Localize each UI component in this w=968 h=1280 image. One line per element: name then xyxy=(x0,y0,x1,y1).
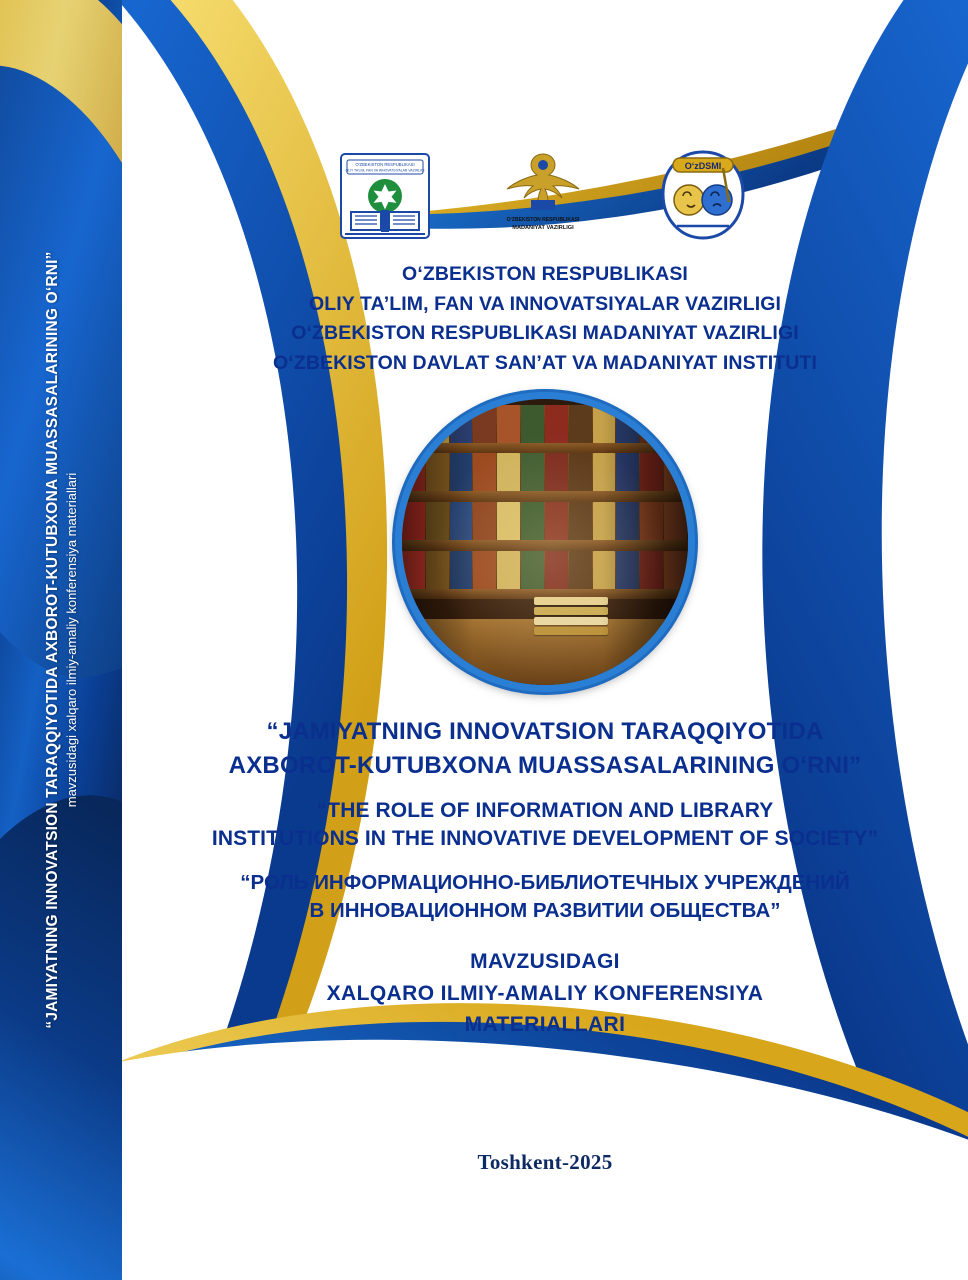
issuing-organizations xyxy=(122,260,968,379)
subtitle-line-2: XALQARO ILMIY-AMALIY KONFERENSIYA xyxy=(326,981,764,1005)
ministry-of-culture-emblem xyxy=(493,148,593,234)
emblem-row xyxy=(122,148,968,244)
cover-front-panel xyxy=(122,0,968,1280)
cover-content xyxy=(122,0,968,1280)
organization-line-3: O‘ZBEKISTON RESPUBLIKASI MADANIYAT VAZIRLIGI xyxy=(291,322,799,345)
photo-vignette xyxy=(402,399,688,685)
library-photo-frame xyxy=(395,392,695,692)
title-en-line-1: “THE ROLE OF INFORMATION AND LIBRARY xyxy=(316,799,774,823)
title-en-line-2: INSTITUTIONS IN THE INNOVATIVE DEVELOPMENT OF SOCIETY” xyxy=(211,827,879,851)
ministry-of-higher-education-emblem xyxy=(337,148,433,244)
organization-line-1: O‘ZBEKISTON RESPUBLIKASI xyxy=(402,263,688,285)
title-ru-line-1: “РОЛЬ ИНФОРМАЦИОННО-БИБЛИОТЕЧНЫХ УЧРЕЖДЕНИЙ xyxy=(240,871,850,895)
spine-text-block xyxy=(0,0,122,1280)
title-uz-line-2: AXBOROT-KUTUBXONA MUASSASALARINING O‘RNI” xyxy=(228,752,862,780)
culture-ministry-emblem-icon xyxy=(493,148,593,234)
subtitle-line-1: MAVZUSIDAGI xyxy=(470,950,620,974)
organization-line-2: OLIY TA’LIM, FAN VA INNOVATSIYALAR VAZIRLIGI xyxy=(308,292,782,315)
ozdsmi-institute-emblem-icon xyxy=(653,148,753,244)
title-ru-line-2: В ИННОВАЦИОННОМ РАЗВИТИИ ОБЩЕСТВА” xyxy=(309,898,781,922)
svg-text:OLIY TA’LIM, FAN VA INNOVATSIY: OLIY TA’LIM, FAN VA INNOVATSIYALAR VAZIRLIGI xyxy=(345,168,425,173)
institute-emblem xyxy=(653,148,753,244)
svg-text:O‘ZBEKISTON RESPUBLIKASI: O‘ZBEKISTON RESPUBLIKASI xyxy=(355,162,415,167)
city-year: Toshkent-2025 xyxy=(477,1150,613,1174)
book-spine xyxy=(0,0,122,1280)
svg-text:O‘ZBEKISTON RESPUBLIKASI: O‘ZBEKISTON RESPUBLIKASI xyxy=(506,217,580,223)
svg-text:MADANIYAT VAZIRLIGI: MADANIYAT VAZIRLIGI xyxy=(512,225,574,231)
library-bookshelves-photo xyxy=(402,399,688,685)
spine-title: “JAMIYATNING INNOVATSION TARAQQIYOTIDA AXBOROT-KUTUBXONA MUASSASALARINING O‘RNI” xyxy=(43,251,61,1029)
organization-line-4: O‘ZBEKISTON DAVLAT SAN’AT VA MADANIYAT INSTITUTI xyxy=(273,351,817,374)
title-uz-line-1: “JAMIYATNING INNOVATSION TARAQQIYOTIDA xyxy=(266,718,824,745)
conference-title-block xyxy=(122,715,968,1041)
svg-text:O‘zDSMI: O‘zDSMI xyxy=(684,161,722,171)
subtitle-line-3: MATERIALLARI xyxy=(464,1013,626,1037)
higher-education-emblem-icon xyxy=(337,148,433,244)
spine-subtitle: mavzusidagi xalqaro ilmiy-amaliy konferensiya materiallari xyxy=(63,472,79,808)
